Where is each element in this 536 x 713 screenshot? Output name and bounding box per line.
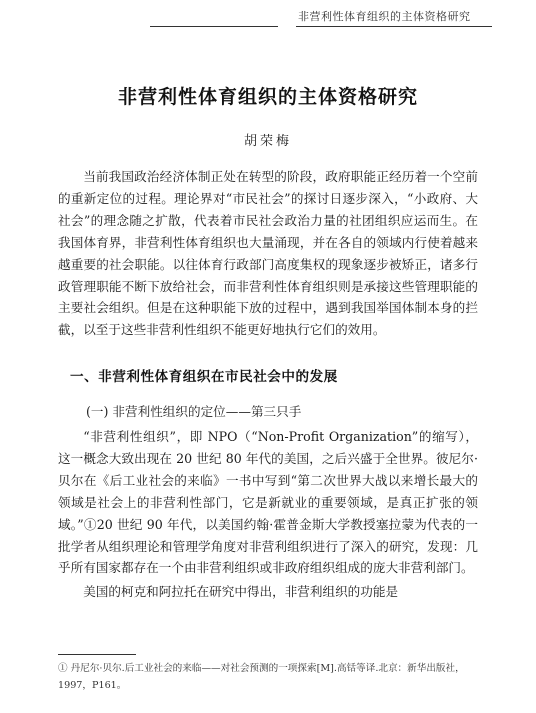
body-paragraphs	[58, 426, 478, 603]
author-name: 胡荣梅	[243, 134, 292, 149]
running-rule-right	[296, 26, 492, 27]
intro-text: 当前我国政治经济体制正处在转型的阶段，政府职能正经历着一个空前的重新定位的过程。理论界对“市民社会”的探讨日逐步深入，“小政府、大社会”的理念随之扩散，代表着市民社会政治力量的社团组织应运而生。在我国体育界，非营利性体育组织也大量涌现，并在各自的领域内行使着越来越重要的社会职能。以往体育行政部门高度集权的现象逐步被矫正，诸多行政管理职能不断下放给社会，而非营利性体育组织则是承接这些管理职能的主要社会组织。但是在这种职能下放的过程中，遇到我国举国体制本身的拦截，以至于这些非营利性组织不能更好地执行它们的效用。	[58, 169, 478, 338]
function-paragraph: 美国的柯克和阿拉托在研究中得出，非营利组织的功能是	[83, 584, 399, 600]
npo-paragraph: “非营利性组织”，即 NPO（“Non-Profit Organization”的缩写），这一概念大致出现在 20 世纪 80 年代的美国，之后兴盛于全世界。彼尼尔·贝尔在《后工业社会的来临》一书中写到“第二次世界大战以来增长最大的领域是社会上的非营利性部门，它是新就业的重要领域，是真正扩张的领域。”①20 世纪 90 年代，以美国约翰·霍普金斯大学教授塞拉蒙为代表的一批学者从组织理论和管理学角度对非营利组织进行了深入的研究，发现：几乎所有国家都存在一个由非营利组织或非政府组织组成的庞大非营利部门。	[58, 429, 478, 576]
article-title: 非营利性体育组织的主体资格研究	[117, 86, 418, 108]
running-head: 非营利性体育组织的主体资格研究	[298, 10, 471, 23]
section-heading: 一、非营利性体育组织在市民社会中的发展	[70, 369, 338, 385]
footnote: ① 丹尼尔·贝尔.后工业社会的来临——对社会预测的一项探索[M].高铦等译.北京：新华出版社，1997，P161。	[58, 663, 465, 691]
intro-paragraph	[58, 166, 478, 341]
footnote-rule	[58, 654, 136, 655]
subsection-heading: (一) 非营利性组织的定位——第三只手	[86, 404, 302, 419]
running-rule-left	[150, 26, 278, 27]
